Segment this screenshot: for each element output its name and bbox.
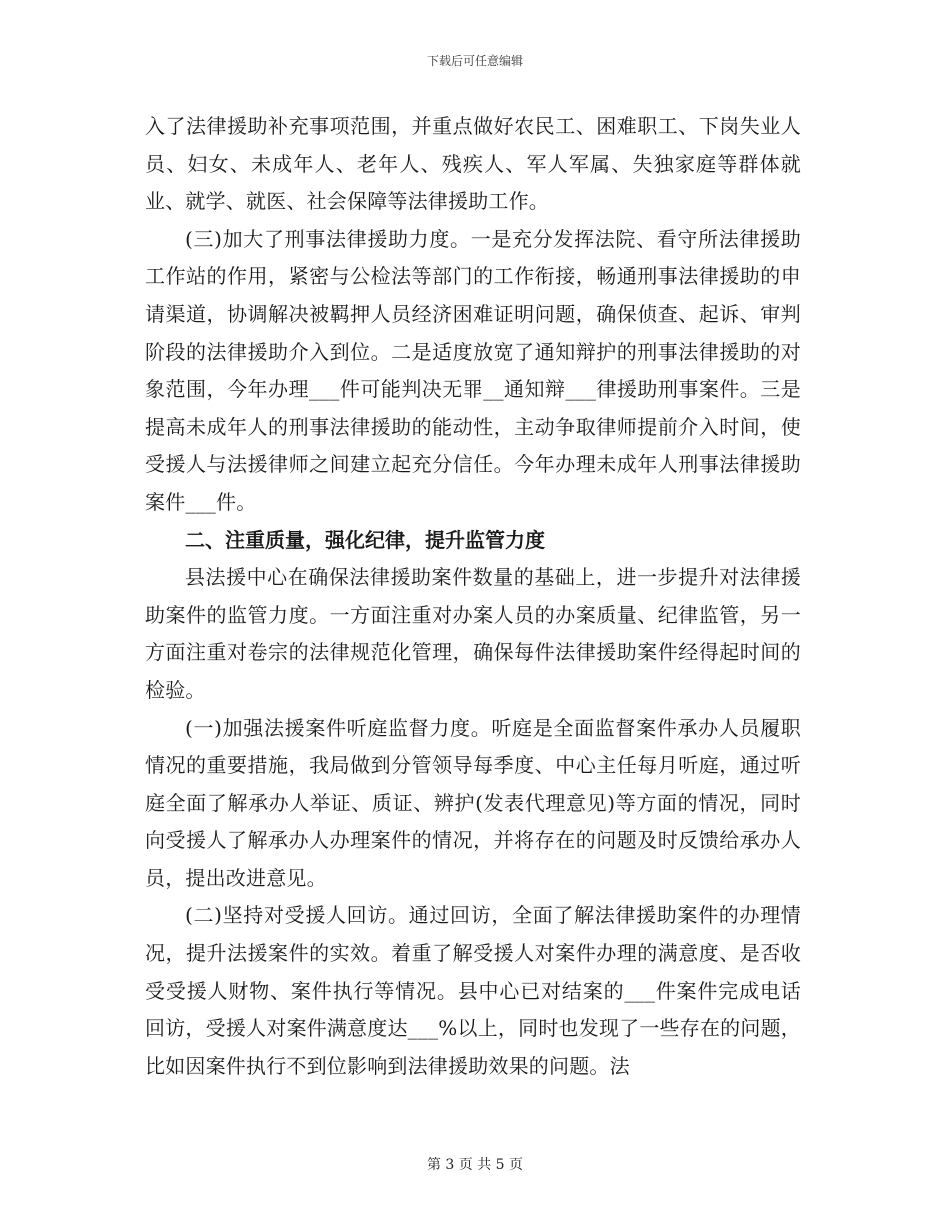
document-body	[145, 108, 801, 1085]
section-heading-quality: 二、注重质量，强化纪律，提升监管力度	[185, 527, 545, 552]
page-footer: 第 3 页 共 5 页	[426, 1157, 524, 1173]
paragraph-supervision-intro: 县法援中心在确保法律援助案件数量的基础上，进一步提升对法律援助案件的监管力度。一方面注重对办案人员的办案质量、纪律监管，另一方面注重对卷宗的法律规范化管理，确保每件法律援助案件经得起时间的检验。	[145, 565, 801, 702]
paragraph-criminal-legal-aid: (三)加大了刑事法律援助力度。一是充分发挥法院、看守所法律援助工作站的作用，紧密与公检法等部门的工作衔接，畅通刑事法律援助的申请渠道，协调解决被羁押人员经济困难证明问题，确保侦查、起诉、审判阶段的法律援助介入到位。二是适度放宽了通知辩护的刑事法律援助的对象范围，今年办理___件可能判决无罪__通知辩___律援助刑事案件。三是提高未成年人的刑事法律援助的能动性，主动争取律师提前介入时间，使受援人与法援律师之间建立起充分信任。今年办理未成年人刑事法律援助案件___件。	[145, 226, 801, 514]
paragraph-continuation: 入了法律援助补充事项范围，并重点做好农民工、困难职工、下岗失业人员、妇女、未成年人、老年人、残疾人、军人军属、失独家庭等群体就业、就学、就医、社会保障等法律援助工作。	[145, 114, 801, 214]
page-header: 下载后可任意编辑	[426, 54, 523, 68]
paragraph-client-follow-up: (二)坚持对受援人回访。通过回访，全面了解法律援助案件的办理情况，提升法援案件的实效。着重了解受援人对案件办理的满意度、是否收受受援人财物、案件执行等情况。县中心已对结案的___件案件完成电话回访，受援人对案件满意度达___%以上，同时也发现了一些存在的问题，比如因案件执行不到位影响到法律援助效果的问题。法	[145, 903, 801, 1078]
paragraph-court-hearing-supervision: (一)加强法援案件听庭监督力度。听庭是全面监督案件承办人员履职情况的重要措施，我局做到分管领导每季度、中心主任每月听庭，通过听庭全面了解承办人举证、质证、辨护(发表代理意见)等方面的情况，同时向受援人了解承办人办理案件的情况，并将存在的问题及时反馈给承办人员，提出改进意见。	[145, 715, 801, 890]
